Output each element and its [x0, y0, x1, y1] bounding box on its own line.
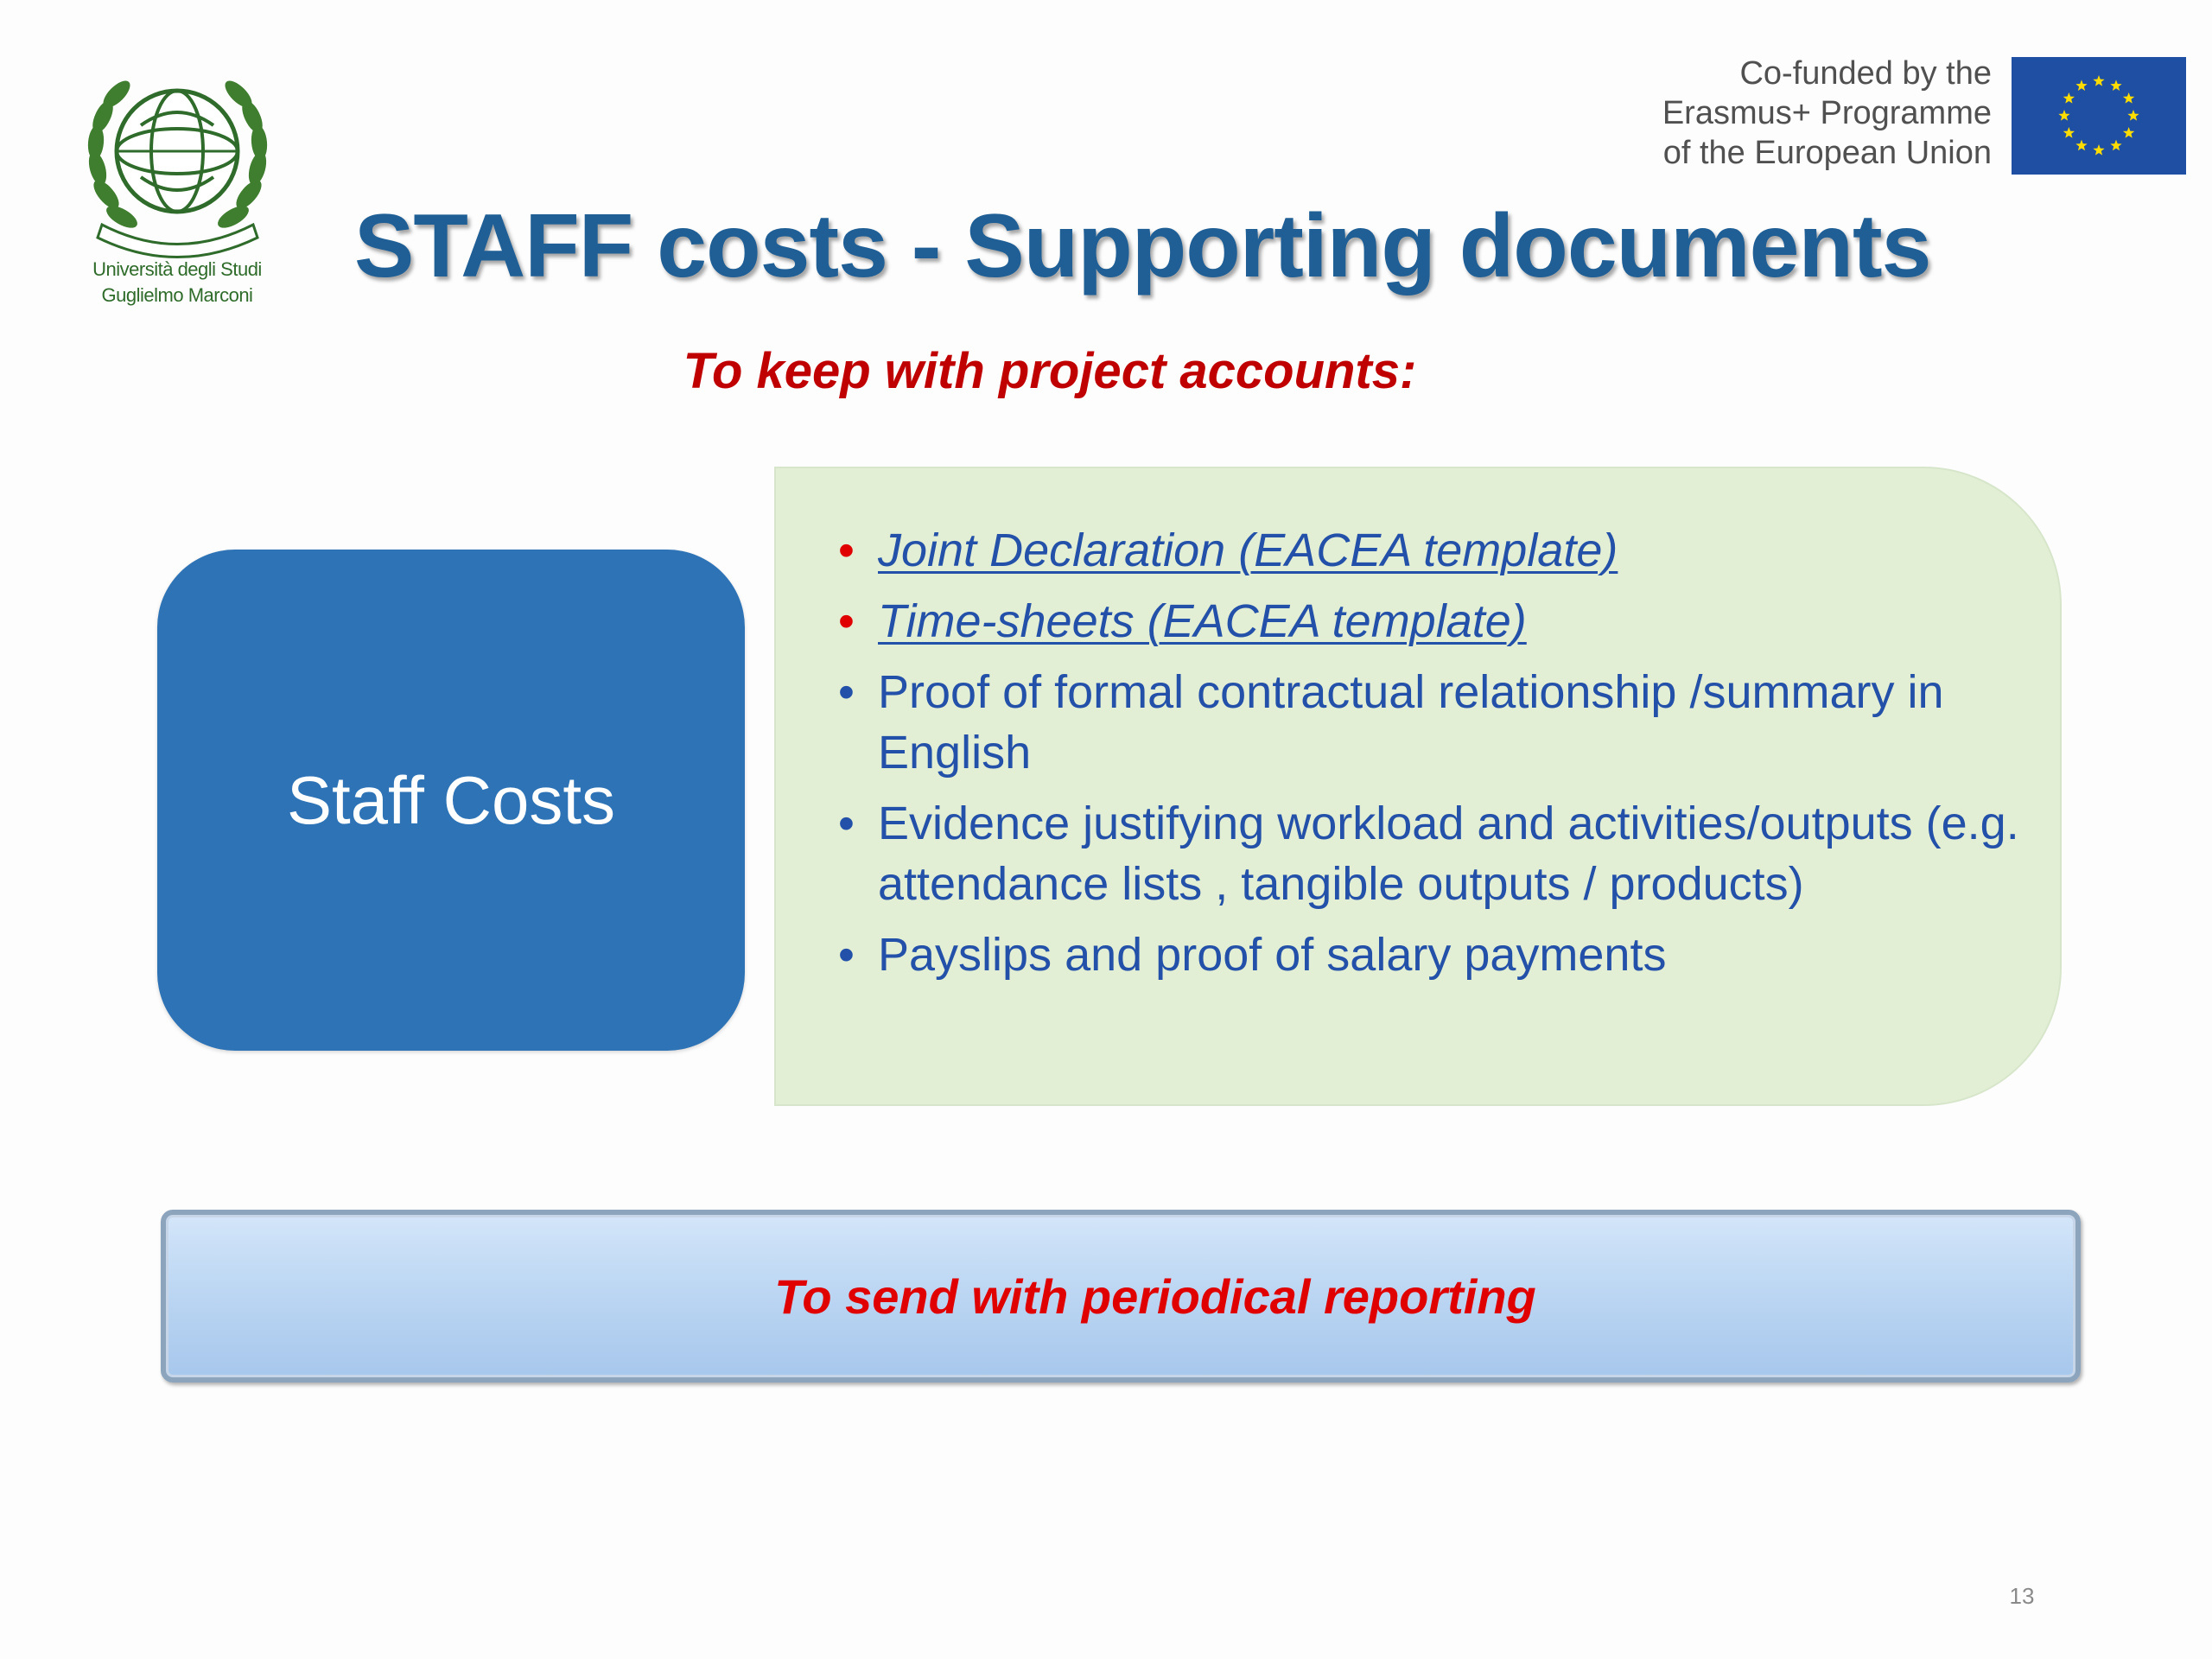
bullet-icon: •: [838, 929, 855, 981]
eu-star-icon: [2075, 79, 2087, 91]
globe-wreath-emblem-icon: [80, 65, 275, 259]
documents-list: [838, 520, 2048, 995]
documents-box: [774, 467, 2062, 1106]
document-text: Evidence justifying workload and activities/outputs (e.g. attendance lists , tangible outputs / products): [878, 798, 2019, 910]
cofunding-block: [1624, 52, 2186, 181]
eu-star-icon: [2058, 110, 2069, 121]
eu-star-icon: [2075, 140, 2087, 151]
document-link[interactable]: Joint Declaration (EACEA template): [878, 524, 1618, 576]
eu-star-icon: [2093, 75, 2104, 86]
page-number: 13: [2009, 1583, 2035, 1609]
bullet-icon: •: [838, 666, 855, 718]
university-logo: [73, 65, 281, 324]
bullet-icon: •: [838, 524, 855, 576]
eu-star-icon: [2123, 127, 2134, 138]
university-name-line1: Università degli Studi: [92, 258, 262, 280]
document-link[interactable]: Time-sheets (EACEA template): [878, 595, 1527, 647]
cofunding-line1: Co-funded by the: [1739, 55, 1992, 92]
document-item-time-sheets[interactable]: [838, 591, 2048, 652]
eu-star-icon: [2093, 144, 2104, 156]
document-item-contract-proof: [838, 662, 2048, 783]
staff-costs-box: [157, 550, 745, 1051]
staff-costs-label: Staff Costs: [286, 761, 616, 838]
document-item-payslips: [838, 925, 2048, 985]
subtitle: To keep with project accounts:: [683, 343, 1417, 399]
eu-star-icon: [2110, 79, 2121, 91]
send-reporting-bar: [161, 1210, 2081, 1382]
eu-star-icon: [2127, 110, 2139, 121]
bullet-icon: •: [838, 798, 855, 849]
university-name: [73, 257, 281, 308]
eu-star-icon: [2063, 127, 2075, 138]
eu-flag-icon: [2012, 57, 2186, 175]
document-item-workload-evidence: [838, 793, 2048, 914]
document-item-joint-declaration[interactable]: [838, 520, 2048, 581]
university-name-line2: Guglielmo Marconi: [101, 284, 253, 306]
eu-star-icon: [2110, 140, 2121, 151]
cofunding-line2: Erasmus+ Programme: [1662, 95, 1992, 131]
document-text: Proof of formal contractual relationship /summary in English: [878, 666, 1944, 779]
eu-star-icon: [2123, 92, 2134, 104]
page-title: STAFF costs - Supporting documents: [354, 196, 1931, 296]
cofunding-text: [1662, 54, 1992, 173]
bullet-icon: •: [838, 595, 855, 647]
cofunding-line3: of the European Union: [1662, 135, 1992, 171]
eu-star-icon: [2063, 92, 2075, 104]
document-text: Payslips and proof of salary payments: [878, 929, 1667, 981]
send-reporting-label: To send with periodical reporting: [774, 1268, 1536, 1324]
